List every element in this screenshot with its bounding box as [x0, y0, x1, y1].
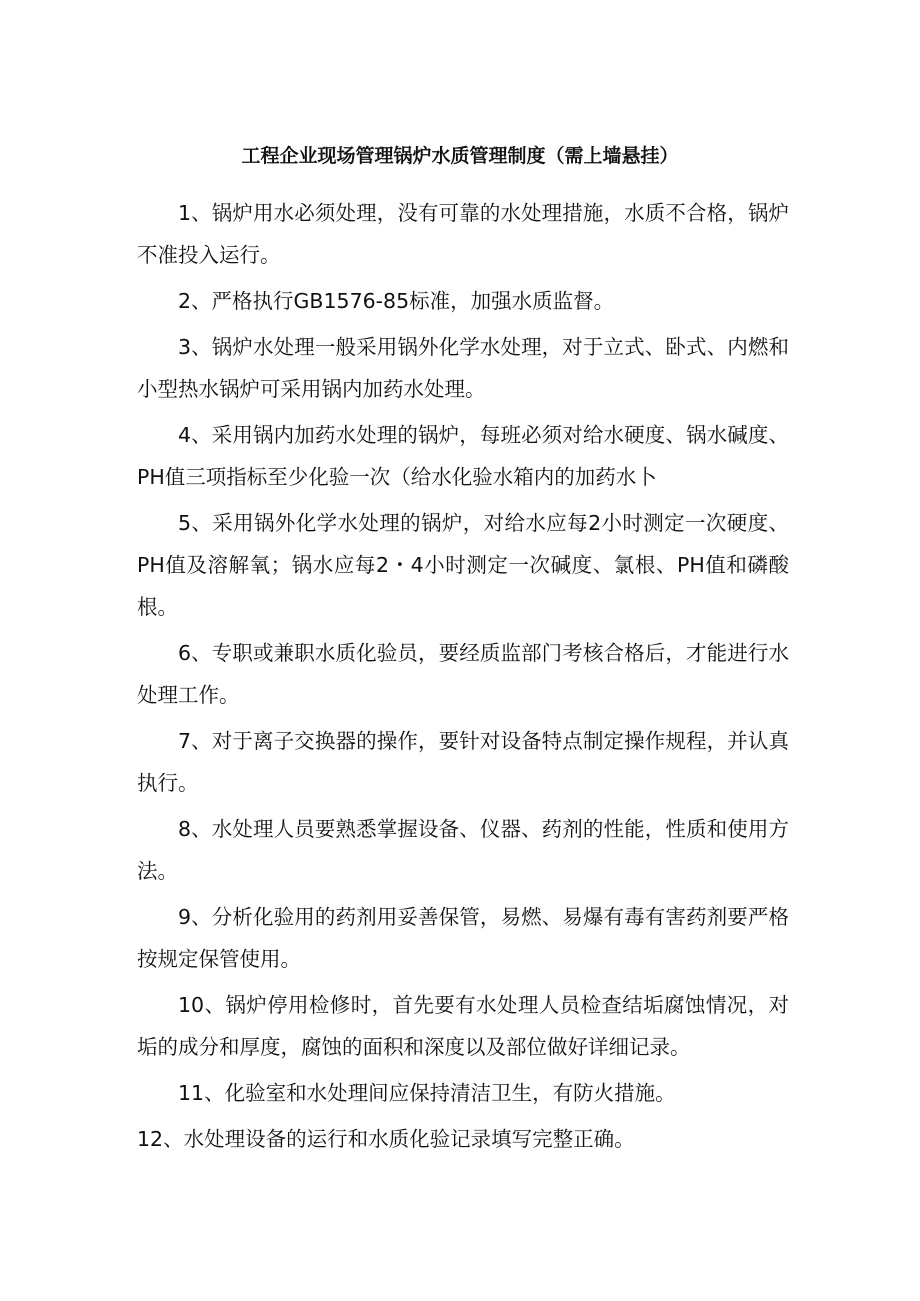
document-title: 工程企业现场管理锅炉水质管理制度（需上墙悬挂） — [241, 145, 679, 167]
paragraph-10: 10、锅炉停用检修时，首先要有水处理人员检查结垢腐蚀情况，对垢的成分和厚度，腐蚀的面积和深度以及部位做好详细记录。 — [137, 993, 789, 1059]
paragraph-6: 6、专职或兼职水质化验员，要经质监部门考核合格后，才能进行水处理工作。 — [137, 641, 789, 707]
paragraph-1: 1、锅炉用水必须处理，没有可靠的水处理措施，水质不合格，锅炉不准投入运行。 — [137, 201, 789, 267]
document-body — [137, 192, 789, 1164]
paragraph-8: 8、水处理人员要熟悉掌握设备、仪器、药剂的性能，性质和使用方法。 — [137, 817, 789, 883]
paragraph-3: 3、锅炉水处理一般采用锅外化学水处理，对于立式、卧式、内燃和小型热水锅炉可采用锅内加药水处理。 — [137, 335, 789, 401]
paragraph-11: 11、化验室和水处理间应保持清洁卫生，有防火措施。 — [178, 1081, 676, 1105]
paragraph-5: 5、采用锅外化学水处理的锅炉，对给水应每2小时测定一次硬度、PH值及溶解氧；锅水应每2・4小时测定一次碱度、氯根、PH值和磷酸根。 — [137, 511, 789, 619]
paragraph-2: 2、严格执行GB1576-85标准，加强水质监督。 — [178, 289, 615, 313]
paragraph-7: 7、对于离子交换器的操作，要针对设备特点制定操作规程，并认真执行。 — [137, 729, 789, 795]
paragraph-12: 12、水处理设备的运行和水质化验记录填写完整正确。 — [137, 1127, 635, 1151]
paragraph-9: 9、分析化验用的药剂用妥善保管，易燃、易爆有毒有害药剂要严格按规定保管使用。 — [137, 905, 789, 971]
paragraph-4: 4、采用锅内加药水处理的锅炉，每班必须对给水硬度、锅水碱度、PH值三项指标至少化验一次（给水化验水箱内的加药水卜 — [137, 423, 789, 489]
